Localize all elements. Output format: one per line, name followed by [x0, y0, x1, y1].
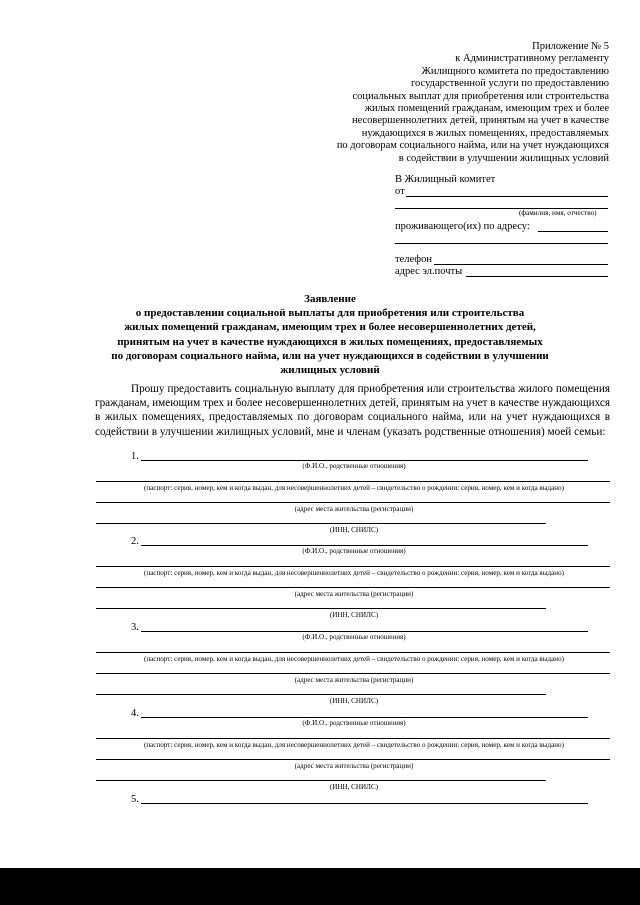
- title-line: по договорам социального найма, или на учет нуждающихся в содействии в улучшении: [111, 349, 549, 362]
- member-address-field[interactable]: [96, 587, 610, 588]
- fio-caption: (Ф.И.О., родственные отношения): [302, 633, 406, 641]
- passport-caption: (паспорт: серия, номер, кем и когда выдан, для несовершеннолетних детей – свидетельство о рождении: серия, номер, кем и когда выдано): [143, 655, 565, 663]
- member-inn-field[interactable]: [96, 694, 546, 695]
- passport-caption: (паспорт: серия, номер, кем и когда выдан, для несовершеннолетних детей – свидетельство о рождении: серия, номер, кем и когда выдано): [143, 484, 565, 492]
- appendix-line: жилых помещений гражданам, имеющим трех и более: [364, 103, 609, 115]
- title-line: принятым на учет в качестве нуждающихся в жилых помещениях, предоставляемых: [117, 335, 543, 348]
- member-number: 2.: [131, 536, 139, 547]
- member-number: 3.: [131, 622, 139, 633]
- email-field[interactable]: [466, 276, 608, 277]
- member-inn-field[interactable]: [96, 780, 546, 781]
- member-fio-field[interactable]: [141, 631, 588, 632]
- appendix-line: Приложение № 5: [532, 41, 609, 52]
- member-address-field[interactable]: [96, 502, 610, 503]
- fio-caption: (Ф.И.О., родственные отношения): [302, 719, 406, 727]
- member-address-field[interactable]: [96, 759, 610, 760]
- addressee-from-label: от: [395, 186, 405, 197]
- title-heading: Заявление: [304, 293, 356, 305]
- appendix-line: социальных выплат для приобретения или строительства: [352, 90, 609, 102]
- member-inn-field[interactable]: [96, 523, 546, 524]
- member-inn-field[interactable]: [96, 608, 546, 609]
- appendix-line: несовершеннолетних детей, принятым на учет в качестве: [351, 115, 609, 127]
- member-number: 5.: [131, 794, 139, 805]
- appendix-line: в содействии в улучшении жилищных условий: [398, 152, 609, 164]
- inn-caption: (ИНН, СНИЛС): [329, 526, 379, 534]
- address-caption: (адрес места жительства (регистрации): [294, 762, 414, 770]
- appendix-line: к Административному регламенту: [455, 53, 609, 65]
- passport-caption: (паспорт: серия, номер, кем и когда выдан, для несовершеннолетних детей – свидетельство о рождении: серия, номер, кем и когда выдано): [143, 741, 565, 749]
- applicant-name-field[interactable]: [406, 196, 608, 197]
- address-field[interactable]: [538, 231, 608, 232]
- member-fio-field[interactable]: [141, 460, 588, 461]
- address-field-2[interactable]: [395, 243, 608, 244]
- appendix-line: по договорам социального найма, или на учет нуждающихся: [336, 140, 609, 152]
- document-title: [100, 292, 560, 377]
- fio-caption: (Ф.И.О., родственные отношения): [302, 462, 406, 470]
- phone-field[interactable]: [434, 264, 608, 265]
- request-text: Прошу предоставить социальную выплату для приобретения или строительства жилого помещения гражданам, имеющим трех и более несовершеннолетних детей, принятым на учет в качестве нуждающихся в жилых помещениях, предоставляемых по договорам социального найма, или на учет нуждающихся в содействии в улучшении жилищных условий, мне и членам (указать родственные отношения) моей семьи:: [95, 383, 610, 438]
- addressee-to: В Жилищный комитет: [395, 174, 496, 185]
- phone-label: телефон: [395, 254, 432, 265]
- member-passport-field[interactable]: [96, 566, 610, 567]
- scan-border: [0, 868, 640, 905]
- request-paragraph: [95, 382, 610, 439]
- title-line: о предоставлении социальной выплаты для приобретения или строительства: [135, 307, 525, 320]
- name-caption: (фамилия, имя, отчество): [519, 209, 597, 217]
- passport-caption: (паспорт: серия, номер, кем и когда выдан, для несовершеннолетних детей – свидетельство о рождении: серия, номер, кем и когда выдано): [143, 569, 565, 577]
- member-number: 1.: [131, 451, 139, 462]
- email-label: адрес эл.почты: [395, 266, 463, 277]
- title-line: жилых помещений гражданам, имеющим трех и более несовершеннолетних детей,: [124, 321, 536, 334]
- member-fio-field[interactable]: [141, 717, 588, 718]
- inn-caption: (ИНН, СНИЛС): [329, 611, 379, 619]
- address-caption: (адрес места жительства (регистрации): [294, 590, 414, 598]
- appendix-line: Жилищного комитета по предоставлению: [421, 65, 609, 77]
- inn-caption: (ИНН, СНИЛС): [329, 783, 379, 791]
- member-fio-field[interactable]: [141, 803, 588, 804]
- member-passport-field[interactable]: [96, 738, 610, 739]
- member-address-field[interactable]: [96, 673, 610, 674]
- member-passport-field[interactable]: [96, 652, 610, 653]
- fio-caption: (Ф.И.О., родственные отношения): [302, 547, 406, 555]
- member-passport-field[interactable]: [96, 481, 610, 482]
- appendix-header: [337, 41, 609, 165]
- member-fio-field[interactable]: [141, 545, 588, 546]
- inn-caption: (ИНН, СНИЛС): [329, 697, 379, 705]
- appendix-line: государственной услуги по предоставлению: [411, 78, 609, 90]
- address-caption: (адрес места жительства (регистрации): [294, 505, 414, 513]
- member-number: 4.: [131, 708, 139, 719]
- address-caption: (адрес места жительства (регистрации): [294, 676, 414, 684]
- title-line: жилищных условий: [280, 364, 380, 377]
- appendix-line: нуждающихся в жилых помещениях, предоставляемых: [361, 127, 609, 139]
- address-label: проживающего(их) по адресу:: [395, 221, 530, 232]
